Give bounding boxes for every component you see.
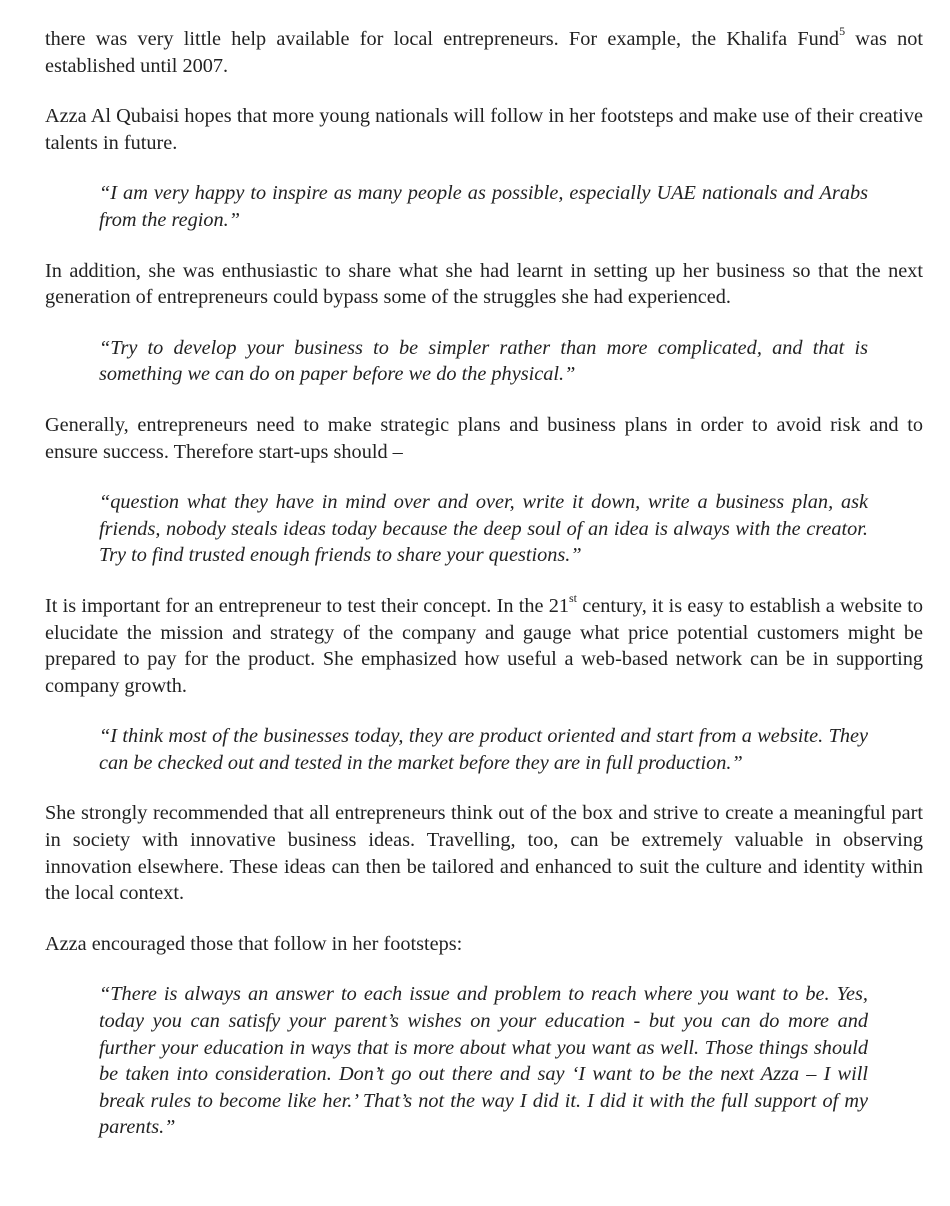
paragraph-young-nationals: Azza Al Qubaisi hopes that more young nationals will follow in her footsteps and make use of their creative talents in future. bbox=[45, 105, 923, 154]
paragraph-khalifa-fund bbox=[45, 26, 923, 79]
footnote-marker[interactable]: 5 bbox=[839, 24, 846, 39]
paragraph-strategic-plans: Generally, entrepreneurs need to make strategic plans and business plans in order to avoid risk and to ensure success. Therefore start-ups should – bbox=[45, 413, 923, 463]
paragraph-text-tail: was not established until 2007. bbox=[45, 28, 923, 77]
paragraph-text: there was very little help available for local entrepreneurs. For example, the Khalifa Fund bbox=[45, 28, 840, 50]
paragraph-text: It is important for an entrepreneur to test their concept. In the 21 bbox=[45, 594, 570, 617]
quote-inspire: “I am very happy to inspire as many people as possible, especially UAE nationals and Arabs from the region.” bbox=[99, 182, 868, 231]
quote-always-an-answer: “There is always an answer to each issue and problem to reach where you want to be. Yes, today you can satisfy your parent’s wishes on your education - but you can do more and further your education in ways that is more about what you want as well. Those things should be taken into consideration. Don’t go out there and say ‘I want to be the next Azza – I will break rules to become like her.’ That’s not the way I did it. I did it with the full support of my parents.” bbox=[99, 983, 868, 1139]
quote-simpler-business: “Try to develop your business to be simpler rather than more complicated, and that is something we can do on paper before we do the physical.” bbox=[99, 336, 868, 386]
paragraph-test-concept bbox=[45, 593, 923, 699]
quote-question-ideas: “question what they have in mind over and over, write it down, write a business plan, ask friends, nobody steals ideas today because the deep soul of an idea is always with the creator. Try to find trusted enough friends to share your questions.” bbox=[99, 491, 868, 567]
paragraph-text-tail: century, it is easy to establish a website to elucidate the mission and strategy of the company and gauge what price potential customers might be prepared to pay for the product. She emphasized how useful a web-based network can be in supporting company growth. bbox=[45, 594, 923, 697]
document-page bbox=[45, 26, 923, 1141]
paragraph-share-learning: In addition, she was enthusiastic to share what she had learnt in setting up her business so that the next generation of entrepreneurs could bypass some of the struggles she had experienced. bbox=[45, 259, 923, 309]
quote-product-oriented: “I think most of the businesses today, they are product oriented and start from a website. They can be checked out and tested in the market before they are in full production.” bbox=[99, 725, 868, 774]
ordinal-suffix: st bbox=[569, 591, 578, 606]
paragraph-think-outside-box: She strongly recommended that all entrepreneurs think out of the box and strive to create a meaningful part in society with innovative business ideas. Travelling, too, can be extremely valuable in observing innovation elsewhere. These ideas can then be tailored and enhanced to suit the culture and identity within the local context. bbox=[45, 802, 923, 905]
paragraph-azza-encouraged: Azza encouraged those that follow in her footsteps: bbox=[45, 932, 463, 955]
